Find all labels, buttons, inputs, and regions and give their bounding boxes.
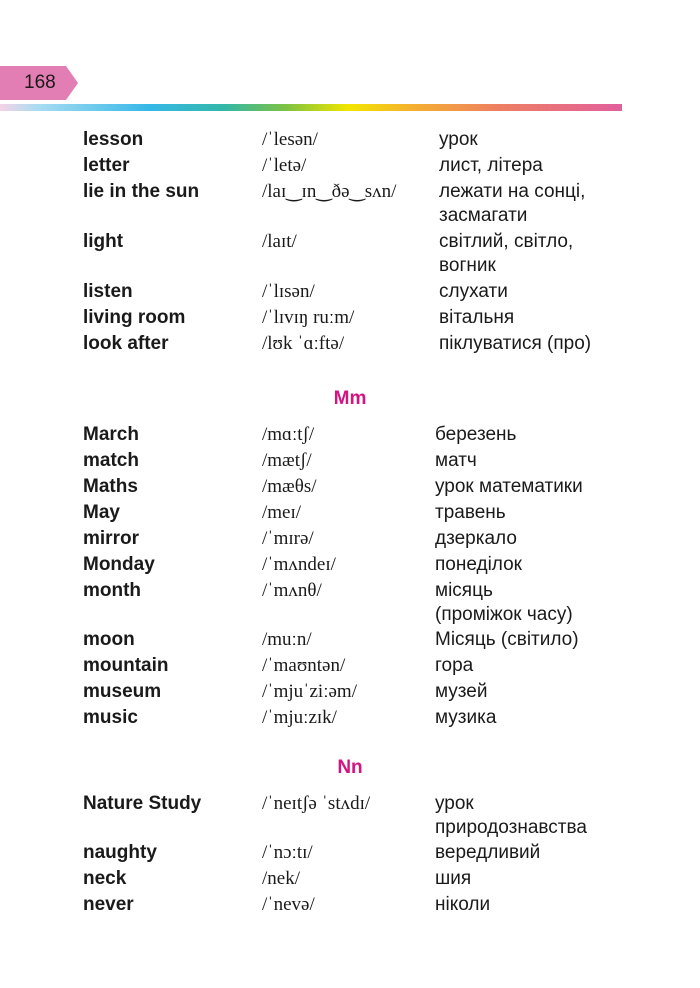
entry-translation: березень [435,424,517,445]
entry-word: lesson [83,129,144,150]
entry-transcription: /ˈmʌndeɪ/ [262,554,336,575]
entry-translation: піклуватися (про) [439,333,592,354]
entry-translation: вітальня [439,307,515,328]
section-heading-m: Mm [333,388,367,409]
rainbow-divider [0,104,622,111]
entry-word: listen [83,281,133,302]
entry-transcription: /ˈnevə/ [262,894,315,915]
entry-word: naughty [83,842,157,863]
entry-translation: понеділок [435,554,522,575]
entry-translation: Місяць (світило) [435,629,579,650]
entry-transcription: /ˈmjuːzɪk/ [262,707,337,728]
entry-word: month [83,580,142,601]
entry-word: letter [83,155,130,176]
entry-translation: травень [435,502,506,523]
entry-translation: урок математики [435,476,583,497]
entry-translation: шия [435,868,472,889]
entry-transcription: /lʊk ˈɑːftə/ [262,333,345,354]
entry-translation: гора [435,655,474,676]
entry-transcription: /ˈneɪtʃə ˈstʌdɪ/ [262,793,371,814]
entry-transcription: /laɪt/ [262,231,297,252]
entry-transcription: /mɑːtʃ/ [262,424,315,445]
translation-line: (проміжок часу) [435,603,573,625]
entry-word: mountain [83,655,169,676]
entry-word: light [83,231,124,252]
entry-word: mirror [83,528,139,549]
section-heading-n: Nn [337,757,363,778]
entry-word: music [83,707,138,728]
entry-translation: лист, літера [439,155,543,176]
entry-word: look after [83,333,169,354]
entry-word: match [83,450,139,471]
translation-line: урок [435,793,474,814]
entry-transcription: /ˈnɔːtɪ/ [262,842,313,863]
translation-line: природознавства [435,816,587,838]
entry-translation: музей [435,681,488,702]
translation-line: лежати на сонці, [439,181,586,202]
entry-translation [439,230,573,277]
entry-word: never [83,894,134,915]
entry-word: Maths [83,476,138,497]
translation-line: світлий, світло, [439,231,574,252]
entry-transcription: /ˈmɪrə/ [262,528,314,549]
translation-line: засмагати [439,204,528,226]
entry-translation: музика [435,707,497,728]
entry-translation: дзеркало [435,528,517,549]
entry-transcription: /ˈmʌnθ/ [262,580,322,601]
entry-transcription: /ˈletə/ [262,155,307,176]
entry-word: neck [83,868,127,889]
entry-transcription: /meɪ/ [262,502,302,523]
entry-transcription: /ˈlɪsən/ [262,281,315,302]
entry-transcription: /muːn/ [262,629,312,650]
entry-word: Monday [83,554,155,575]
entry-translation [439,180,585,227]
entry-word: March [83,424,139,445]
entry-translation: ніколи [435,894,491,915]
entry-transcription: /laɪ‿ɪn‿ðə‿sʌn/ [262,181,397,202]
entry-translation [435,792,587,839]
entry-translation: вередливий [435,842,541,863]
translation-line: вогник [439,254,496,276]
entry-word: Nature Study [83,793,202,814]
entry-word: lie in the sun [83,181,200,202]
entry-transcription: /ˈlesən/ [262,129,318,150]
entry-translation: слухати [439,281,508,302]
entry-translation: урок [439,129,478,150]
entry-transcription: /ˈmaʊntən/ [262,655,346,676]
entry-transcription: /mætʃ/ [262,450,312,471]
entry-word: living room [83,307,186,328]
entry-word: museum [83,681,162,702]
entry-transcription: /ˈmjuˈziːəm/ [262,681,357,702]
entry-transcription: /mæθs/ [262,476,317,497]
entry-translation [435,579,573,626]
entry-transcription: /nek/ [262,868,300,889]
entry-word: moon [83,629,135,650]
translation-line: місяць [435,580,493,601]
entry-transcription: /ˈlɪvɪŋ ruːm/ [262,307,355,328]
entry-word: May [83,502,120,523]
page-number: 168 [24,72,56,93]
entry-translation: матч [435,450,477,471]
